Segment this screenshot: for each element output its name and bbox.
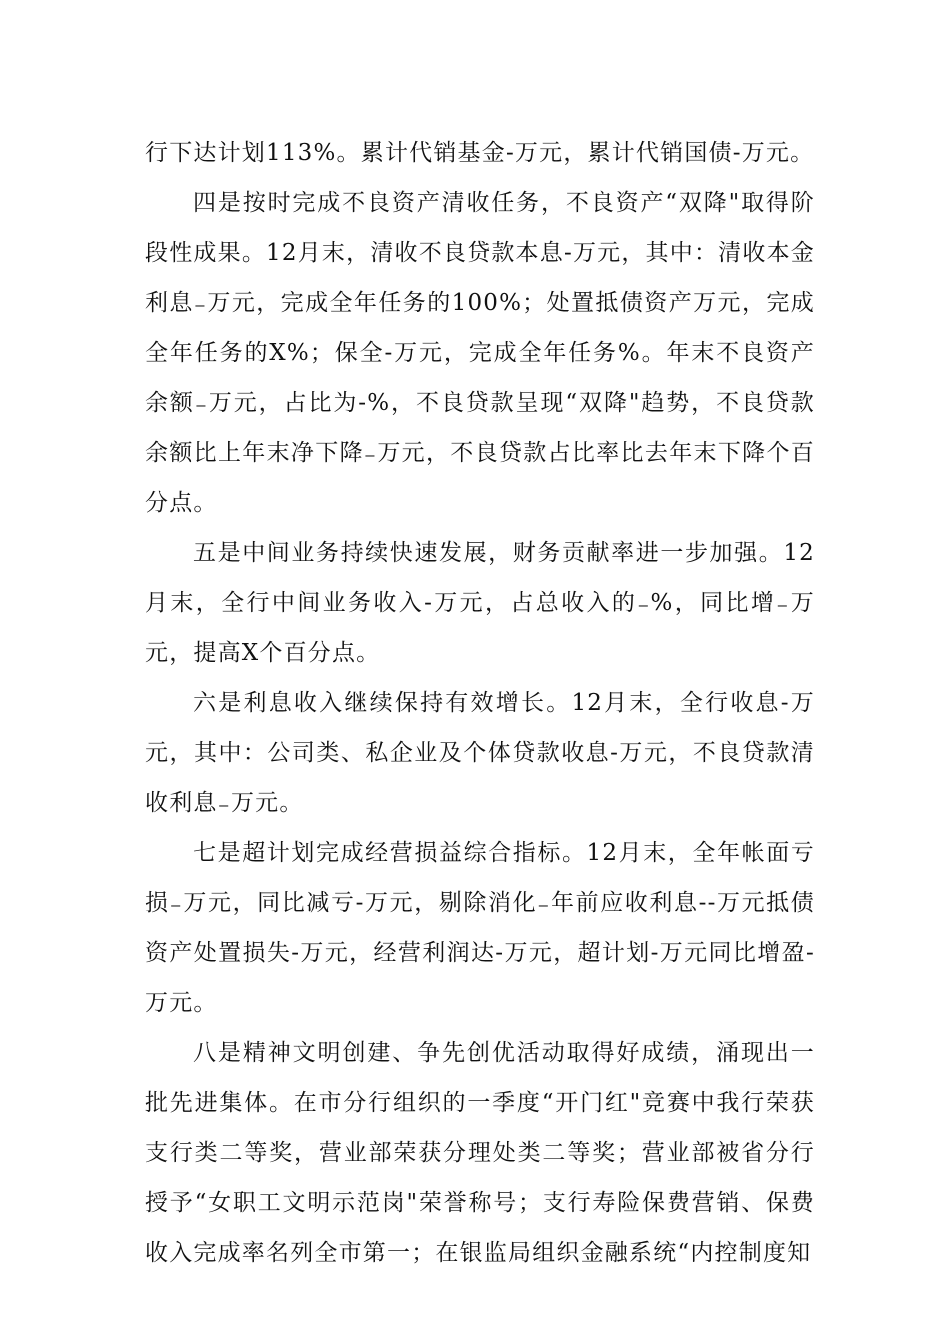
document-body [145,128,815,1278]
paragraph-interest-income: 六是利息收入继续保持有效增长。12月末，全行收息-万元，其中：公司类、私企业及个体贷款收息-万元，不良贷款清收利息₋万元。 [145,690,815,816]
paragraph-non-performing-assets: 四是按时完成不良资产清收任务，不良资产“双降"取得阶段性成果。12月末，清收不良贷款本息-万元，其中：清收本金利息₋万元，完成全年任务的100%；处置抵债资产万元，完成全年任务的X%；保全-万元，完成全年任务%。年末不良资产余额₋万元，占比为-%，不良贷款呈现“双降"趋势，不良贷款余额比上年末净下降₋万元，不良贷款占比率比去年末下降个百分点。 [145,190,815,516]
paragraph-spiritual-civilization: 八是精神文明创建、争先创优活动取得好成绩，涌现出一批先进集体。在市分行组织的一季度“开门红"竞赛中我行荣获支行类二等奖，营业部荣获分理处类二等奖；营业部被省分行授予“女职工文明示范岗"荣誉称号；支行寿险保费营销、保费收入完成率名列全市第一；在银监局组织金融系统“内控制度知 [145,1040,815,1266]
paragraph-intermediary-business: 五是中间业务持续快速发展，财务贡献率进一步加强。12月末，全行中间业务收入-万元，占总收入的₋%，同比增₋万元，提高X个百分点。 [145,540,815,666]
paragraph-continuation: 行下达计划113%。累计代销基金-万元，累计代销国债-万元。 [145,140,815,166]
paragraph-operating-profit: 七是超计划完成经营损益综合指标。12月末，全年帐面亏损₋万元，同比减亏-万元，剔除消化₋年前应收利息--万元抵债资产处置损失-万元，经营利润达-万元，超计划-万元同比增盈-万元。 [145,840,815,1016]
